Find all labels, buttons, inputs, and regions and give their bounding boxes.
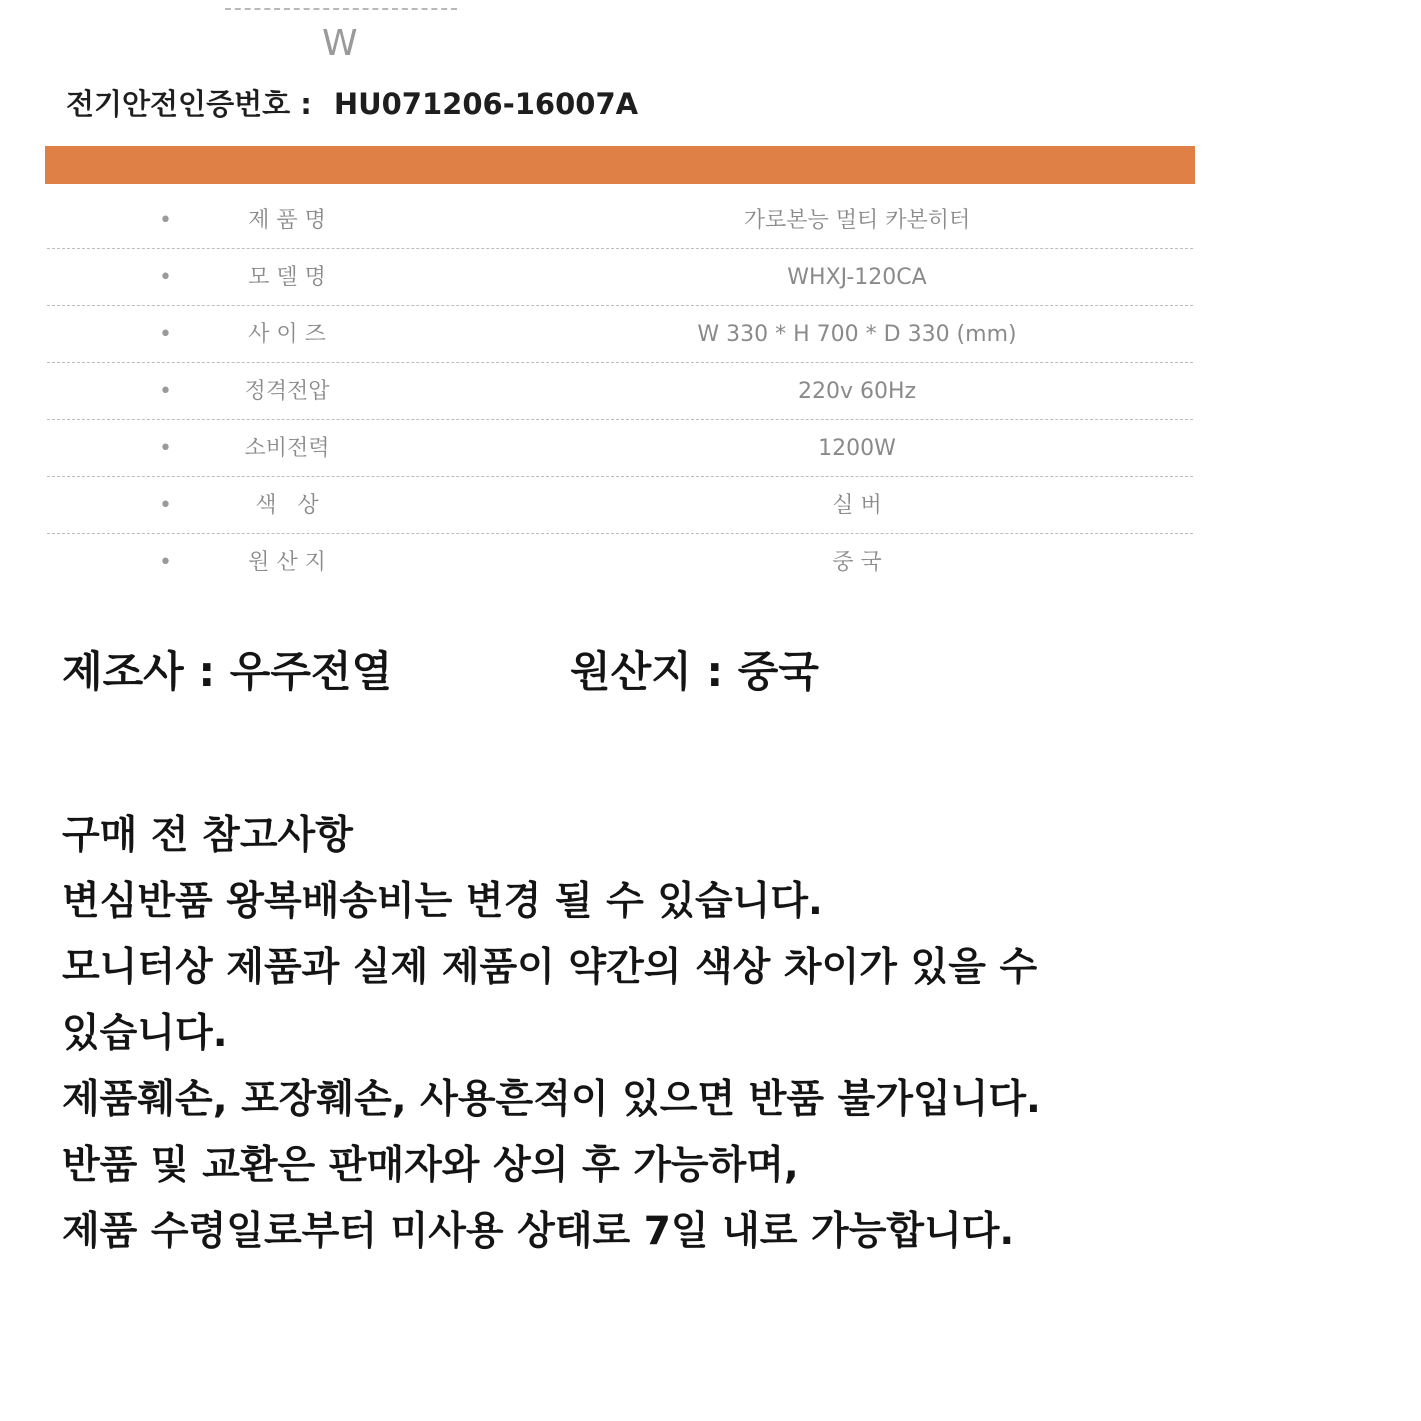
section-header-bar (45, 146, 1195, 184)
spec-label: 정격전압 (244, 379, 330, 404)
bullet-icon: • (159, 550, 172, 575)
note-line: 제품 수령일로부터 미사용 상태로 7일 내로 가능합니다. (62, 1209, 1015, 1254)
spec-label: 사 이 즈 (248, 322, 326, 347)
bullet-icon: • (159, 493, 172, 518)
origin-text: 원산지 : 중국 (570, 647, 819, 696)
manufacturer-text: 제조사 : 우주전열 (62, 647, 393, 696)
bullet-icon: • (159, 379, 172, 404)
safety-cert-line (66, 84, 638, 124)
spec-label: 소비전력 (244, 436, 330, 461)
note-line: 모니터상 제품과 실제 제품이 약간의 색상 차이가 있을 수 (62, 945, 1038, 990)
spec-value: 220v 60Hz (797, 379, 917, 404)
spec-value: WHXJ-120CA (787, 265, 927, 290)
spec-row-product-name (47, 192, 1193, 249)
spec-label: 원 산 지 (248, 550, 326, 575)
top-dashed-divider (225, 8, 457, 10)
spec-label: 색 상 (255, 493, 319, 518)
spec-table (47, 192, 1193, 591)
spec-row-rated-voltage (47, 363, 1193, 420)
cert-number: HU071206-16007A (333, 87, 639, 121)
spec-value: 가로본능 멀티 카본히터 (743, 208, 971, 233)
note-line: 변심반품 왕복배송비는 변경 될 수 있습니다. (62, 879, 823, 924)
header-letter: W (322, 23, 358, 64)
bullet-icon: • (159, 208, 172, 233)
spec-value: 1200W (818, 436, 896, 461)
purchase-notes (62, 803, 1362, 1265)
note-line: 제품훼손, 포장훼손, 사용흔적이 있으면 반품 불가입니다. (62, 1077, 1041, 1122)
spec-row-power (47, 420, 1193, 477)
note-line: 있습니다. (62, 1011, 228, 1056)
spec-value: W 330 * H 700 * D 330 (mm) (697, 322, 1017, 347)
spec-row-size (47, 306, 1193, 363)
spec-label: 모 델 명 (248, 265, 326, 290)
bullet-icon: • (159, 322, 172, 347)
spec-label: 제 품 명 (248, 208, 326, 233)
notes-heading: 구매 전 참고사항 (62, 813, 353, 858)
spec-value: 중 국 (832, 550, 882, 575)
spec-row-origin (47, 534, 1193, 591)
spec-row-model-name (47, 249, 1193, 306)
maker-info (62, 640, 819, 704)
spec-value: 실 버 (832, 493, 882, 518)
cert-label: 전기안전인증번호 : (66, 87, 312, 121)
note-line: 반품 및 교환은 판매자와 상의 후 가능하며, (62, 1143, 799, 1188)
spec-row-color (47, 477, 1193, 534)
bullet-icon: • (159, 265, 172, 290)
bullet-icon: • (159, 436, 172, 461)
